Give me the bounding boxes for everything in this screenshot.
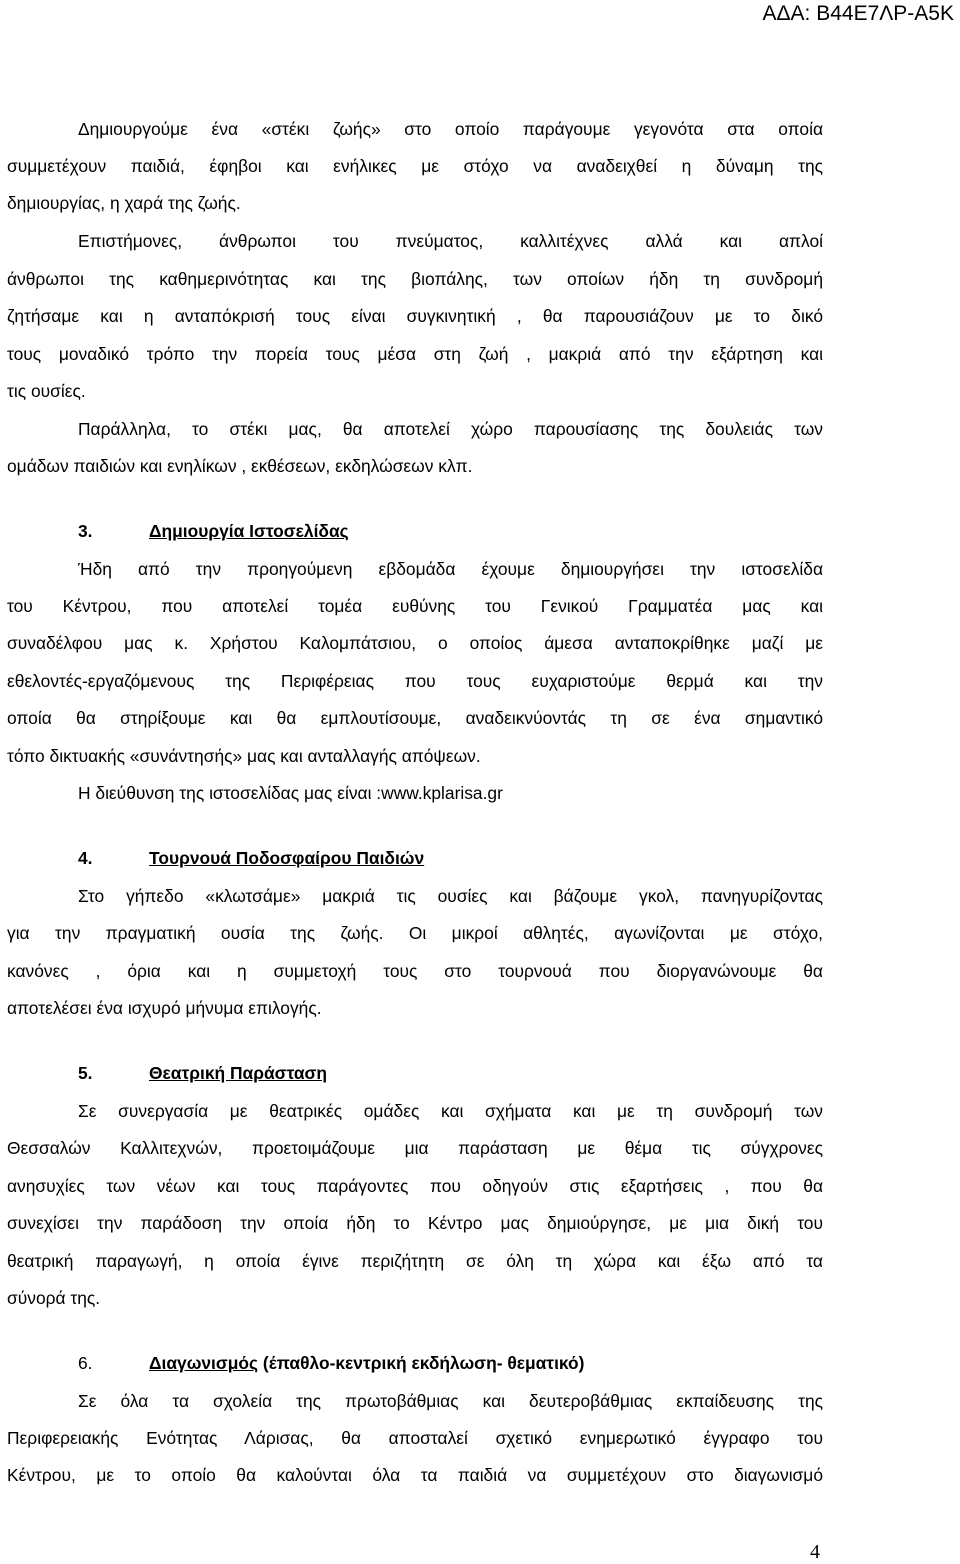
- text-line: ομάδων παιδιών και ενηλίκων , εκθέσεων, εκδηλώσεων κλπ.: [7, 456, 473, 476]
- text-line: συναδέλφου μας κ. Χρήστου Καλομπάτσιου, ο οποίος άμεσα ανταποκρίθηκε μαζί με: [7, 633, 823, 653]
- ada-code: ΑΔΑ: Β44Ε7ΛΡ-Α5Κ: [762, 2, 954, 25]
- text-line: άνθρωποι της καθημερινότητας και της βιοπάλης, των οποίων ήδη τη συνδρομή: [7, 269, 823, 289]
- section-heading-contest: [78, 1352, 894, 1374]
- text-line: Σε όλα τα σχολεία της πρωτοβάθμιας και δευτεροβάθμιας εκπαίδευσης της: [78, 1391, 823, 1411]
- section-number: 3.: [78, 521, 93, 541]
- text-line: δημιουργίας, η χαρά της ζωής.: [7, 193, 241, 213]
- section-number: 6.: [78, 1353, 93, 1373]
- text-line: Επιστήμονες, άνθρωποι του πνεύματος, καλλιτέχνες αλλά και απλοί: [78, 231, 823, 251]
- text-line: Κέντρου, με το οποίο θα καλούνται όλα τα παιδιά να συμμετέχουν στο διαγωνισμό: [7, 1465, 823, 1485]
- text-line: Ήδη από την προηγούμενη εβδομάδα έχουμε δημιουργήσει την ιστοσελίδα: [78, 559, 823, 579]
- section-heading-website: [78, 520, 894, 542]
- text-line: ανησυχίες των νέων και τους παράγοντες που οδηγούν στις εξαρτήσεις , που θα: [7, 1176, 823, 1196]
- page-number: 4: [810, 1541, 820, 1563]
- text-line: Παράλληλα, το στέκι μας, θα αποτελεί χώρο παρουσίασης της δουλειάς των: [78, 419, 823, 439]
- section-title: Διαγωνισμός: [149, 1353, 259, 1373]
- website-address-line: Η διεύθυνση της ιστοσελίδας μας είναι :www.kplarisa.gr: [78, 783, 503, 803]
- text-line: συνεχίσει την παράδοση την οποία ήδη το Κέντρο μας δημιούργησε, με μια δική του: [7, 1213, 823, 1233]
- text-line: τόπο δικτυακής «συνάντησής» μας και ανταλλαγής απόψεων.: [7, 746, 481, 766]
- text-line: τις ουσίες.: [7, 381, 86, 401]
- section-number: 4.: [78, 848, 93, 868]
- section-title: Δημιουργία Ιστοσελίδας: [149, 521, 349, 541]
- text-line: Δημιουργούμε ένα «στέκι ζωής» στο οποίο παράγουμε γεγονότα στα οποία: [78, 119, 823, 139]
- section-number: 5.: [78, 1063, 93, 1083]
- section-title: Τουρνουά Ποδοσφαίρου Παιδιών: [149, 848, 425, 868]
- section-heading-theatre: [78, 1062, 894, 1084]
- text-line: εθελοντές-εργαζόμενους της Περιφέρειας που τους ευχαριστούμε θερμά και την: [7, 671, 823, 691]
- text-line: συμμετέχουν παιδιά, έφηβοι και ενήλικες με στόχο να αναδειχθεί η δύναμη της: [7, 156, 823, 176]
- section-heading-tournament: [78, 847, 894, 869]
- text-line: Θεσσαλών Καλλιτεχνών, προετοιμάζουμε μια παράσταση με θέμα τις σύγχρονες: [7, 1138, 823, 1158]
- section-title-rest: (έπαθλο-κεντρική εκδήλωση- θεματικό): [258, 1353, 585, 1373]
- text-line: Στο γήπεδο «κλωτσάμε» μακριά τις ουσίες και βάζουμε γκολ, πανηγυρίζοντας: [78, 886, 823, 906]
- text-line: σύνορά της.: [7, 1288, 101, 1308]
- text-line: ζητήσαμε και η ανταπόκρισή τους είναι συγκινητική , θα παρουσιάζουν με το δικό: [7, 306, 823, 326]
- text-line: για την πραγματική ουσία της ζωής. Οι μικροί αθλητές, αγωνίζονται με στόχο,: [7, 923, 823, 943]
- text-line: κανόνες , όρια και η συμμετοχή τους στο τουρνουά που διοργανώνουμε θα: [7, 961, 823, 981]
- text-line: Περιφερειακής Ενότητας Λάρισας, θα αποσταλεί σχετικό ενημερωτικό έγγραφο του: [7, 1428, 823, 1448]
- text-line: θεατρική παραγωγή, η οποία έγινε περιζήτητη σε όλη τη χώρα και έξω από τα: [7, 1251, 823, 1271]
- section-title: Θεατρική Παράσταση: [149, 1063, 328, 1083]
- text-line: Σε συνεργασία με θεατρικές ομάδες και σχήματα και με τη συνδρομή των: [78, 1101, 823, 1121]
- text-line: του Κέντρου, που αποτελεί τομέα ευθύνης του Γενικού Γραμματέα μας και: [7, 596, 823, 616]
- text-line: τους μοναδικό τρόπο την πορεία τους μέσα στη ζωή , μακριά από την εξάρτηση και: [7, 344, 823, 364]
- text-line: αποτελέσει ένα ισχυρό μήνυμα επιλογής.: [7, 998, 322, 1018]
- text-line: οποία θα στηρίξουμε και θα εμπλουτίσουμε, αναδεικνύοντάς τη σε ένα σημαντικό: [7, 708, 823, 728]
